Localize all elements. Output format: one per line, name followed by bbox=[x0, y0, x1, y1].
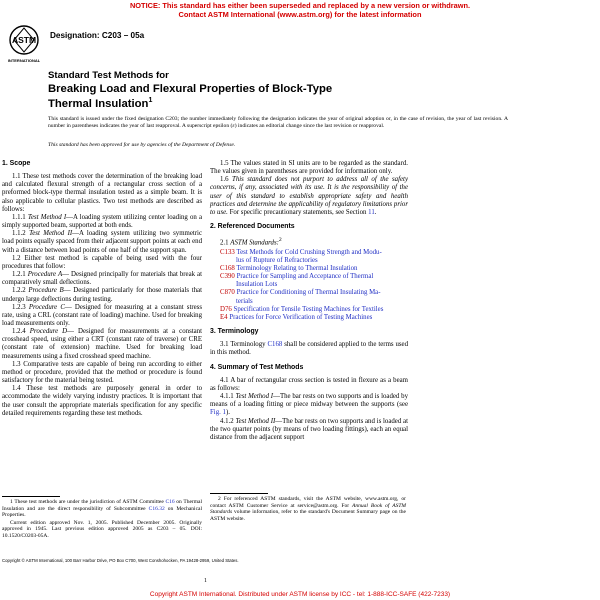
para-text-end: ). bbox=[225, 409, 230, 417]
para-label: Test Method I bbox=[235, 393, 274, 401]
reference-code[interactable]: D76 bbox=[220, 305, 232, 313]
safety-statement: This standard does not purport to address all of the safety concerns, if any, associated with its use. It is the responsibility of the user of this standard to establish appropriate safety and health practices and determine the applicability of regulatory limitations prior to use. bbox=[210, 176, 408, 216]
para-label: Test Method I bbox=[27, 213, 67, 221]
section-11-link[interactable]: 11 bbox=[368, 208, 375, 216]
para-text: — Designed principally for materials that break at comparatively small deflections. bbox=[2, 271, 202, 287]
notice-line-1: NOTICE: This standard has either been superseded and replaced by a new version or withdrawn. bbox=[129, 1, 471, 10]
para-1-1-1 bbox=[2, 214, 202, 230]
reference-code[interactable]: C133 bbox=[220, 248, 235, 256]
reference-title-cont[interactable]: lus of Rupture of Refractories bbox=[236, 256, 318, 264]
reference-title[interactable]: Practice for Sampling and Acceptance of Thermal bbox=[236, 273, 374, 281]
reference-title[interactable]: Practice for Conditioning of Thermal Insulating Ma- bbox=[236, 289, 381, 297]
title-line-1: Standard Test Methods for bbox=[48, 70, 169, 81]
copyright-line: Copyright © ASTM International, 100 Barr Harbor Drive, PO Box C700, West Conshohocken, PA 19428-2959, United States. bbox=[2, 558, 239, 563]
para-1-2-2 bbox=[2, 287, 202, 303]
para-1-1: 1.1 These test methods cover the determination of the breaking load and calculated flexural strength of a rectangular cross section of a preformed block-type thermal insulation tested as a simple beam. It is also applicable to cellular plastics. Two test methods are described as follows: bbox=[2, 173, 202, 213]
para-num: 1.1.1 bbox=[12, 213, 26, 221]
para-text: —The bar rests on two supports and is loaded by means of a loading fitting or piece midway between the supports (see bbox=[210, 393, 408, 409]
reference-title[interactable]: Terminology Relating to Thermal Insulation bbox=[236, 265, 358, 272]
astm-logo bbox=[8, 24, 40, 66]
para-1-4: 1.4 These test methods are purposely general in order to accommodate the widely varying industry practices. It is important that the user consult the appropriate materials specification for any specific detailed requirements regarding these test methods. bbox=[2, 385, 202, 417]
reference-code[interactable]: C168 bbox=[220, 265, 235, 272]
footnote-text: on Thermal Insulation and are the direct responsibility of Subcommittee bbox=[2, 499, 202, 512]
para-3-1 bbox=[210, 341, 408, 357]
footnote-edition: Current edition approved Nov. 1, 2005. Published December 2005. Originally approved in 1945. Last previous edition approved 2005 as C203 – 05. DOI: 10.1520/C0203-05A. bbox=[2, 519, 202, 539]
para-1-3: 1.3 Comparative tests are capable of being run according to either method or procedure, provided that the method or procedure is found satisfactory for the material being tested. bbox=[2, 360, 202, 385]
notice-line-2: Contact ASTM International (www.astm.org) for the latest information bbox=[178, 9, 422, 19]
reference-code[interactable]: C870 bbox=[220, 289, 235, 297]
para-text: shall be considered applied to the terms used in this method. bbox=[210, 341, 408, 357]
para-text: 3.1 Terminology bbox=[220, 341, 266, 349]
reference-title-cont[interactable]: terials bbox=[236, 297, 253, 305]
para-num: 1.6 bbox=[220, 176, 229, 184]
para-1-6: 1.6 This standard does not purport to address all of the safety concerns, if any, associated with its use. It is the responsibility of the user of this standard to establish appropriate safety and health practices and determine the applicability of regulatory limitations prior to use. For specific precautionary statements, see Section 11. bbox=[210, 176, 408, 216]
para-num: 4.1.1 bbox=[220, 393, 234, 401]
reference-title-cont[interactable]: Insulation Lots bbox=[236, 281, 278, 289]
para-label: Test Method II bbox=[29, 230, 73, 238]
para-num: 1.2.3 bbox=[12, 303, 26, 311]
reference-code[interactable]: C390 bbox=[220, 273, 235, 281]
logo-subtext: INTERNATIONAL bbox=[8, 58, 40, 63]
reference-list bbox=[220, 249, 408, 322]
reference-title[interactable]: Test Methods for Cold Crushing Strength and Modu- bbox=[236, 248, 382, 256]
terminology-heading: 3. Terminology bbox=[210, 328, 259, 336]
right-column bbox=[210, 160, 408, 442]
footnote-text: on Mechanical Properties. bbox=[2, 505, 202, 519]
footnote-mark: 2 bbox=[278, 237, 282, 244]
para-num: 1.2.4 bbox=[12, 328, 26, 336]
para-text: —The bar rests on two supports and is loaded at the two quarter points (by means of two loading fittings), each an equal distance from the adjacent support bbox=[210, 417, 408, 441]
title-line-3 bbox=[48, 95, 518, 110]
scope-heading: 1. Scope bbox=[2, 160, 31, 167]
page-number: 1 bbox=[204, 578, 207, 584]
footnote-right bbox=[210, 496, 406, 523]
para-4-1-2 bbox=[210, 418, 408, 442]
document-title bbox=[48, 70, 518, 110]
title-footnote-mark: 1 bbox=[148, 97, 153, 104]
logo-text: ASTM bbox=[11, 35, 37, 45]
para-label: Procedure B bbox=[28, 287, 64, 295]
footnote-text: volume information, refer to the standard's Document Summary page on the ASTM website. bbox=[210, 509, 406, 522]
supersede-notice bbox=[0, 2, 600, 19]
fig-1-link[interactable]: Fig. 1 bbox=[210, 409, 226, 417]
footnote-text: 1 These test methods are under the jurisdiction of ASTM Committee bbox=[10, 499, 164, 505]
para-text: — Designed for measuring at a constant stress rate, using a CRL (constant rate of loading) machine. Used for breaking load measurements only. bbox=[2, 303, 202, 327]
footnote-divider-left bbox=[2, 496, 60, 497]
reference-title[interactable]: Specification for Tensile Testing Machines for Textiles bbox=[233, 305, 384, 313]
reference-item[interactable] bbox=[220, 314, 408, 322]
reference-code[interactable]: E4 bbox=[220, 313, 228, 321]
para-text: —A loading system utilizing two symmetric load points equally spaced from their adjacent support points at each end with a distance between load points of one half of the support span. bbox=[2, 230, 202, 254]
para-text: — Designed particularly for those materials that undergo large deflections during testing. bbox=[2, 287, 202, 303]
para-1-2-4 bbox=[2, 328, 202, 361]
para-1-2: 1.2 Either test method is capable of being used with the four procedures that follow: bbox=[2, 254, 202, 270]
c168-link[interactable]: C168 bbox=[267, 341, 283, 349]
reference-item[interactable] bbox=[220, 306, 408, 314]
reference-item[interactable] bbox=[220, 289, 408, 305]
dod-approval-note: This standard has been approved for use by agencies of the Department of Defense. bbox=[48, 142, 236, 148]
para-label: Procedure C bbox=[28, 303, 65, 311]
para-text: —A loading system utilizing center loading on a simply supported beam, supported at both ends. bbox=[2, 213, 203, 230]
title-line-3-text: Thermal Insulation bbox=[48, 97, 149, 110]
para-label: ASTM Standards: bbox=[230, 239, 279, 247]
para-num: 2.1 bbox=[220, 239, 229, 247]
title-line-2: Breaking Load and Flexural Properties of Block-Type bbox=[48, 82, 333, 95]
footnote-divider-right bbox=[210, 493, 268, 494]
reference-item[interactable] bbox=[220, 273, 408, 289]
reference-item[interactable] bbox=[220, 249, 408, 265]
summary-heading: 4. Summary of Test Methods bbox=[210, 363, 304, 371]
para-num: 1.2.2 bbox=[12, 287, 26, 295]
c16-32-link[interactable]: C16.32 bbox=[148, 505, 165, 512]
para-label: Procedure A bbox=[27, 271, 63, 279]
reference-item[interactable] bbox=[220, 265, 408, 273]
footnote-italic: Annual Book of ASTM Standards bbox=[210, 502, 407, 516]
designation: Designation: C203 – 05a bbox=[50, 31, 145, 40]
para-label: Test Method II bbox=[235, 417, 276, 425]
license-line: Copyright ASTM International. Distributed under ASTM license by ICC - tel: 1-888-ICC-SAFE (422-7233) bbox=[149, 591, 451, 598]
para-num: 4.1.2 bbox=[220, 417, 234, 425]
para-text: For specific precautionary statements, see Section bbox=[229, 208, 367, 216]
referenced-documents-heading: 2. Referenced Documents bbox=[210, 223, 295, 231]
para-4-1: 4.1 A bar of rectangular cross section is tested in flexure as a beam as follows: bbox=[210, 376, 408, 392]
issuance-note: This standard is issued under the fixed designation C203; the number immediately following the designation indicates the year of original adoption or, in the case of revision, the year of last revision. A number in parentheses indicates the year of last reapproval. A superscript epsilon (ε) indicates an editorial change since the last revision or reapproval. bbox=[48, 116, 508, 129]
para-2-1 bbox=[210, 236, 408, 247]
c16-link[interactable]: C16 bbox=[165, 499, 175, 505]
left-column bbox=[2, 160, 202, 418]
para-1-2-1 bbox=[2, 271, 202, 287]
para-text: — Designed for measurements at a constant crosshead speed, using either a CRT (constant rate of traverse) or CRE (constant rate of extension) machine. Used for breaking load measurements using a fixed crosshead speed machine. bbox=[2, 328, 202, 360]
para-1-5: 1.5 The values stated in SI units are to be regarded as the standard. The values given in parentheses are provided for information only. bbox=[210, 160, 408, 176]
footnote-1 bbox=[2, 499, 202, 519]
para-num: 1.1.2 bbox=[12, 230, 26, 238]
para-4-1-1 bbox=[210, 393, 408, 417]
footnote-text: 2 For referenced ASTM standards, visit the ASTM website, www.astm.org, or contact ASTM Customer Service at service@astm.org. For bbox=[210, 496, 406, 509]
footnote-2 bbox=[210, 496, 406, 522]
para-num: 1.2.1 bbox=[12, 271, 26, 279]
reference-title[interactable]: Practices for Force Verification of Testing Machines bbox=[229, 313, 373, 321]
para-label: Procedure D bbox=[29, 328, 68, 336]
para-1-2-3 bbox=[2, 304, 202, 328]
para-1-1-2 bbox=[2, 230, 202, 254]
footnote-left bbox=[2, 499, 202, 541]
